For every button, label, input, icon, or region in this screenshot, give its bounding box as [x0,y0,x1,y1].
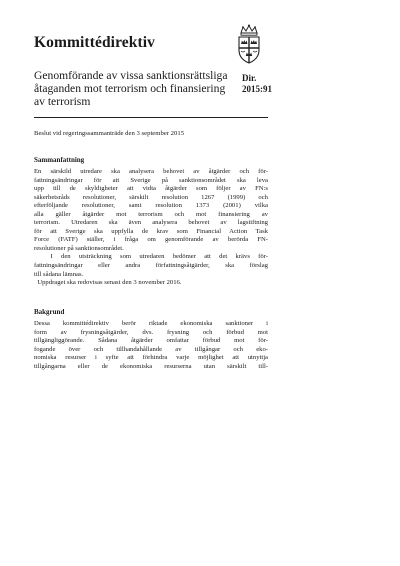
text-line: efterföljande resolutioner, samt resolution 1373 (2001) vilka [34,202,268,210]
text-line: alla gäller åtgärder mot terrorism och mot finansiering av [34,210,268,218]
text-line: fattningsändringar för att Sverige på sanktionsområdet ska leva [34,176,268,184]
text-line: Uppdraget ska redovisas senast den 3 november 2016. [34,279,182,287]
text-line: till sådana lämnas. [34,270,84,278]
text-line: Force (FATF) ställer, i fråga om genomförande av berörda FN- [34,236,268,244]
text-line: En särskild utredare ska analysera behovet av åtgärder och för- [34,168,268,175]
section-body-summary [34,168,268,288]
text-line: tillgångarna eller de ekonomiska resurserna utan särskilt till- [34,362,268,370]
text-line: Dessa kommittédirektiv berör riktade ekonomiska sanktioner i [34,320,268,327]
text-line: fogande över och tillhandahållande av tillgångar och eko- [34,345,268,353]
document-title [34,69,234,109]
title-line: av terrorism [34,95,91,109]
title-divider [34,117,268,118]
text-line: fattningsändringar eller andra författningsåtgärder, ska förslag [34,262,268,270]
text-line: terrorism. Utredaren ska även analysera behovet av lagstiftning [34,219,268,227]
section-body-background [34,320,268,371]
directive-label: Dir. [242,73,257,83]
document-type-heading: Kommittédirektiv [34,34,155,51]
text-line: för att Sverige ska uppfylla de krav som Financial Action Task [34,227,268,235]
swedish-coat-of-arms-icon [232,24,266,66]
text-line: I den utsträckning som utredaren bedömer att det krävs för- [34,253,268,261]
text-line: form av frysningsåtgärder, dvs. frysning och förbud mot [34,328,268,336]
section-heading-background: Bakgrund [34,308,65,316]
text-line: nomiska resurser i syfte att förhindra varje möjlighet att utnyttja [34,354,268,362]
text-line: upp till de skyldigheter att vidta åtgärder som följer av FN:s [34,185,268,193]
text-line: tillgängliggörande. Sådana åtgärder omfattar förbud mot för- [34,337,268,345]
title-line: Genomförande av vissa sanktionsrättsliga [34,69,228,82]
text-line: säkerhetsråds resolutioner, särskilt resolution 1267 (1999) och [34,193,268,201]
section-heading-summary: Sammanfattning [34,156,85,164]
text-line: resolutioner på sanktionsområdet. [34,244,124,252]
decision-line: Beslut vid regeringssammanträde den 3 september 2015 [34,130,185,137]
directive-number: 2015:91 [242,84,272,94]
title-line: åtaganden mot terrorism och finansiering [34,82,226,96]
